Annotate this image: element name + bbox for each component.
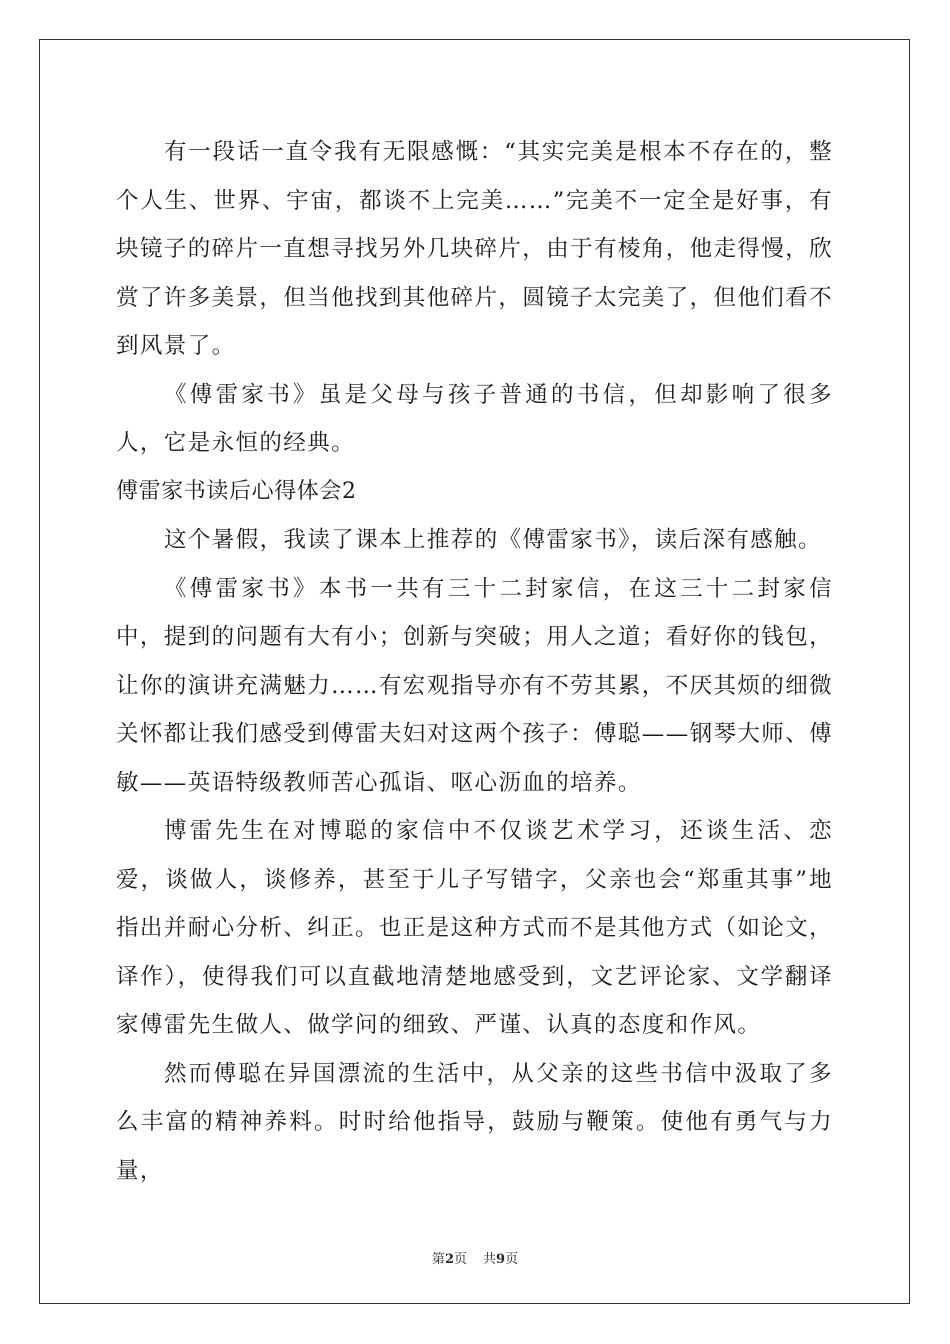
document-body: [116, 128, 833, 1195]
paragraph-perfection: 有一段话一直令我有无限感慨：“其实完美是根本不存在的，整个人生、世界、宇宙，都谈不上完美……”完美不一定全是好事，有块镜子的碎片一直想寻找另外几块碎片，由于有棱角，他走得慢，欣赏了许多美景，但当他找到其他碎片，圆镜子太完美了，但他们看不到风景了。: [116, 139, 834, 359]
paragraph-summer: 这个暑假，我读了课本上推荐的《傅雷家书》，读后深有感触。: [164, 527, 822, 553]
paragraph-fucong-abroad: 然而傅聪在异国漂流的生活中，从父亲的这些书信中汲取了多么丰富的精神养料。时时给他指导，鼓励与鞭策。使他有勇气与力量，: [116, 1060, 833, 1184]
section-heading: 傅雷家书读后心得体会2: [116, 478, 357, 504]
total-suffix: 页: [505, 1252, 519, 1267]
total-prefix: 共: [483, 1252, 497, 1267]
page-number: 2: [444, 1252, 454, 1267]
page-suffix: 页: [453, 1252, 467, 1267]
paragraph-classic: 《傅雷家书》虽是父母与孩子普通的书信，但却影响了很多人，它是永恒的经典。: [116, 381, 833, 456]
paragraph-letters: 《傅雷家书》本书一共有三十二封家信，在这三十二封家信中，提到的问题有大有小；创新与突破；用人之道；看好你的钱包，让你的演讲充满魅力……有宏观指导亦有不劳其累，不厌其烦的细微关怀都让我们感受到傅雷夫妇对这两个孩子：傅聪——钢琴大师、傅敏——英语特级教师苦心孤诣、呕心沥血的培养。: [116, 575, 834, 796]
paragraph-fulei-teaching: 博雷先生在对博聪的家信中不仅谈艺术学习，还谈生活、恋爱，谈做人，谈修养，甚至于儿子写错字，父亲也会“郑重其事”地指出并耐心分析、纠正。也正是这种方式而不是其他方式（如论文，译作），使得我们可以直截地清楚地感受到，文艺评论家、文学翻译家傅雷先生做人、做学问的细致、严谨、认真的态度和作风。: [116, 818, 834, 1038]
page-prefix: 第: [431, 1252, 445, 1267]
page-footer: [0, 1248, 950, 1267]
total-pages: 9: [496, 1252, 506, 1267]
